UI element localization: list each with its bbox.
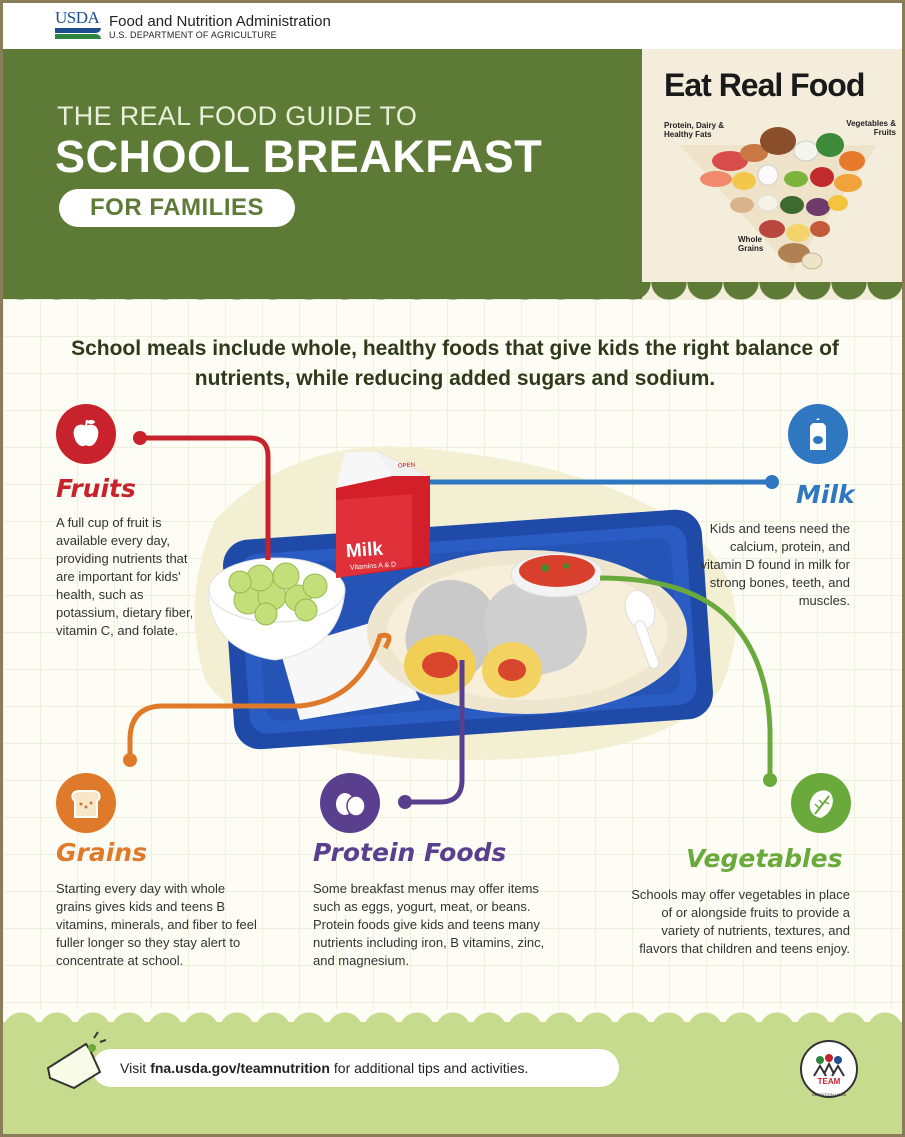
eggs-icon xyxy=(332,788,368,818)
protein-description: Some breakfast menus may offer items such as eggs, yogurt, meat, or beans. Protein foods give kids and teens many nutrients including iron, B vitamins, zinc, and magnesium. xyxy=(313,881,545,968)
megaphone-icon xyxy=(40,1030,106,1100)
milk-icon-badge xyxy=(788,404,848,464)
milk-carton-open: OPEN xyxy=(397,462,416,470)
vegetables-description: Schools may offer vegetables in place of or alongside fruits to provide a variety of nutrients, textures, and flavors that children and teens enjoy. xyxy=(631,887,850,956)
milk-title: Milk xyxy=(796,480,855,509)
grains-icon-badge xyxy=(56,773,116,833)
milk-carton-vitamins: Vitamins A & D xyxy=(349,561,397,572)
fruits-icon-badge xyxy=(56,404,116,464)
milk-description: Kids and teens need the calcium, protein, and vitamin D found in milk for strong bones, teeth, and muscles. xyxy=(700,521,850,608)
protein-title: Protein Foods xyxy=(313,838,507,867)
lettuce-icon xyxy=(805,786,837,820)
vegetables-title: Vegetables xyxy=(686,844,843,873)
team-logo-text: TEAM xyxy=(817,1077,841,1086)
apple-icon xyxy=(69,417,103,451)
vegetables-icon-badge xyxy=(791,773,851,833)
pyramid-label-grains: Whole Grains xyxy=(738,235,764,253)
visit-link-pill xyxy=(92,1049,619,1087)
pyramid-label-protein: Protein, Dairy & Healthy Fats xyxy=(664,121,725,139)
fruits-title: Fruits xyxy=(56,474,136,503)
agency-name: Food and Nutrition Administration xyxy=(109,12,331,30)
team-nutrition-logo[interactable] xyxy=(800,1040,858,1098)
banner-subtitle: THE REAL FOOD GUIDE TO xyxy=(57,101,418,131)
banner-title: SCHOOL BREAKFAST xyxy=(55,131,543,182)
fruits-description: A full cup of fruit is available every day, providing nutrients that are important for kids' health, such as potassium, dietary fiber, vitamin C, and folate. xyxy=(56,515,194,638)
milk-carton-icon xyxy=(803,416,833,452)
intro-statement: School meals include whole, healthy foods that give kids the right balance of nutrients, while reducing added sugars and sodium. xyxy=(71,337,839,390)
grains-description: Starting every day with whole grains gives kids and teens B vitamins, minerals, and fiber to feel fuller longer so they stay alert to concentrate at school. xyxy=(56,881,257,968)
milk-carton-label: Milk xyxy=(345,538,384,563)
grains-title: Grains xyxy=(56,838,147,867)
eat-real-food-title: Eat Real Food xyxy=(664,67,865,103)
team-logo-ring-text: NUTRITION·USDA xyxy=(811,1092,847,1097)
bread-icon xyxy=(69,787,103,819)
team-nutrition-link[interactable]: fna.usda.gov/teamnutrition xyxy=(150,1060,330,1076)
protein-icon-badge xyxy=(320,773,380,833)
audience-pill: FOR FAMILIES xyxy=(59,189,295,227)
usda-wordmark: USDA xyxy=(55,8,100,27)
department-name: U.S. DEPARTMENT OF AGRICULTURE xyxy=(109,29,277,40)
pyramid-label-vegetables: Vegetables & Fruits xyxy=(846,119,896,137)
visit-prefix: Visit xyxy=(120,1060,147,1076)
visit-suffix: for additional tips and activities. xyxy=(333,1060,529,1076)
